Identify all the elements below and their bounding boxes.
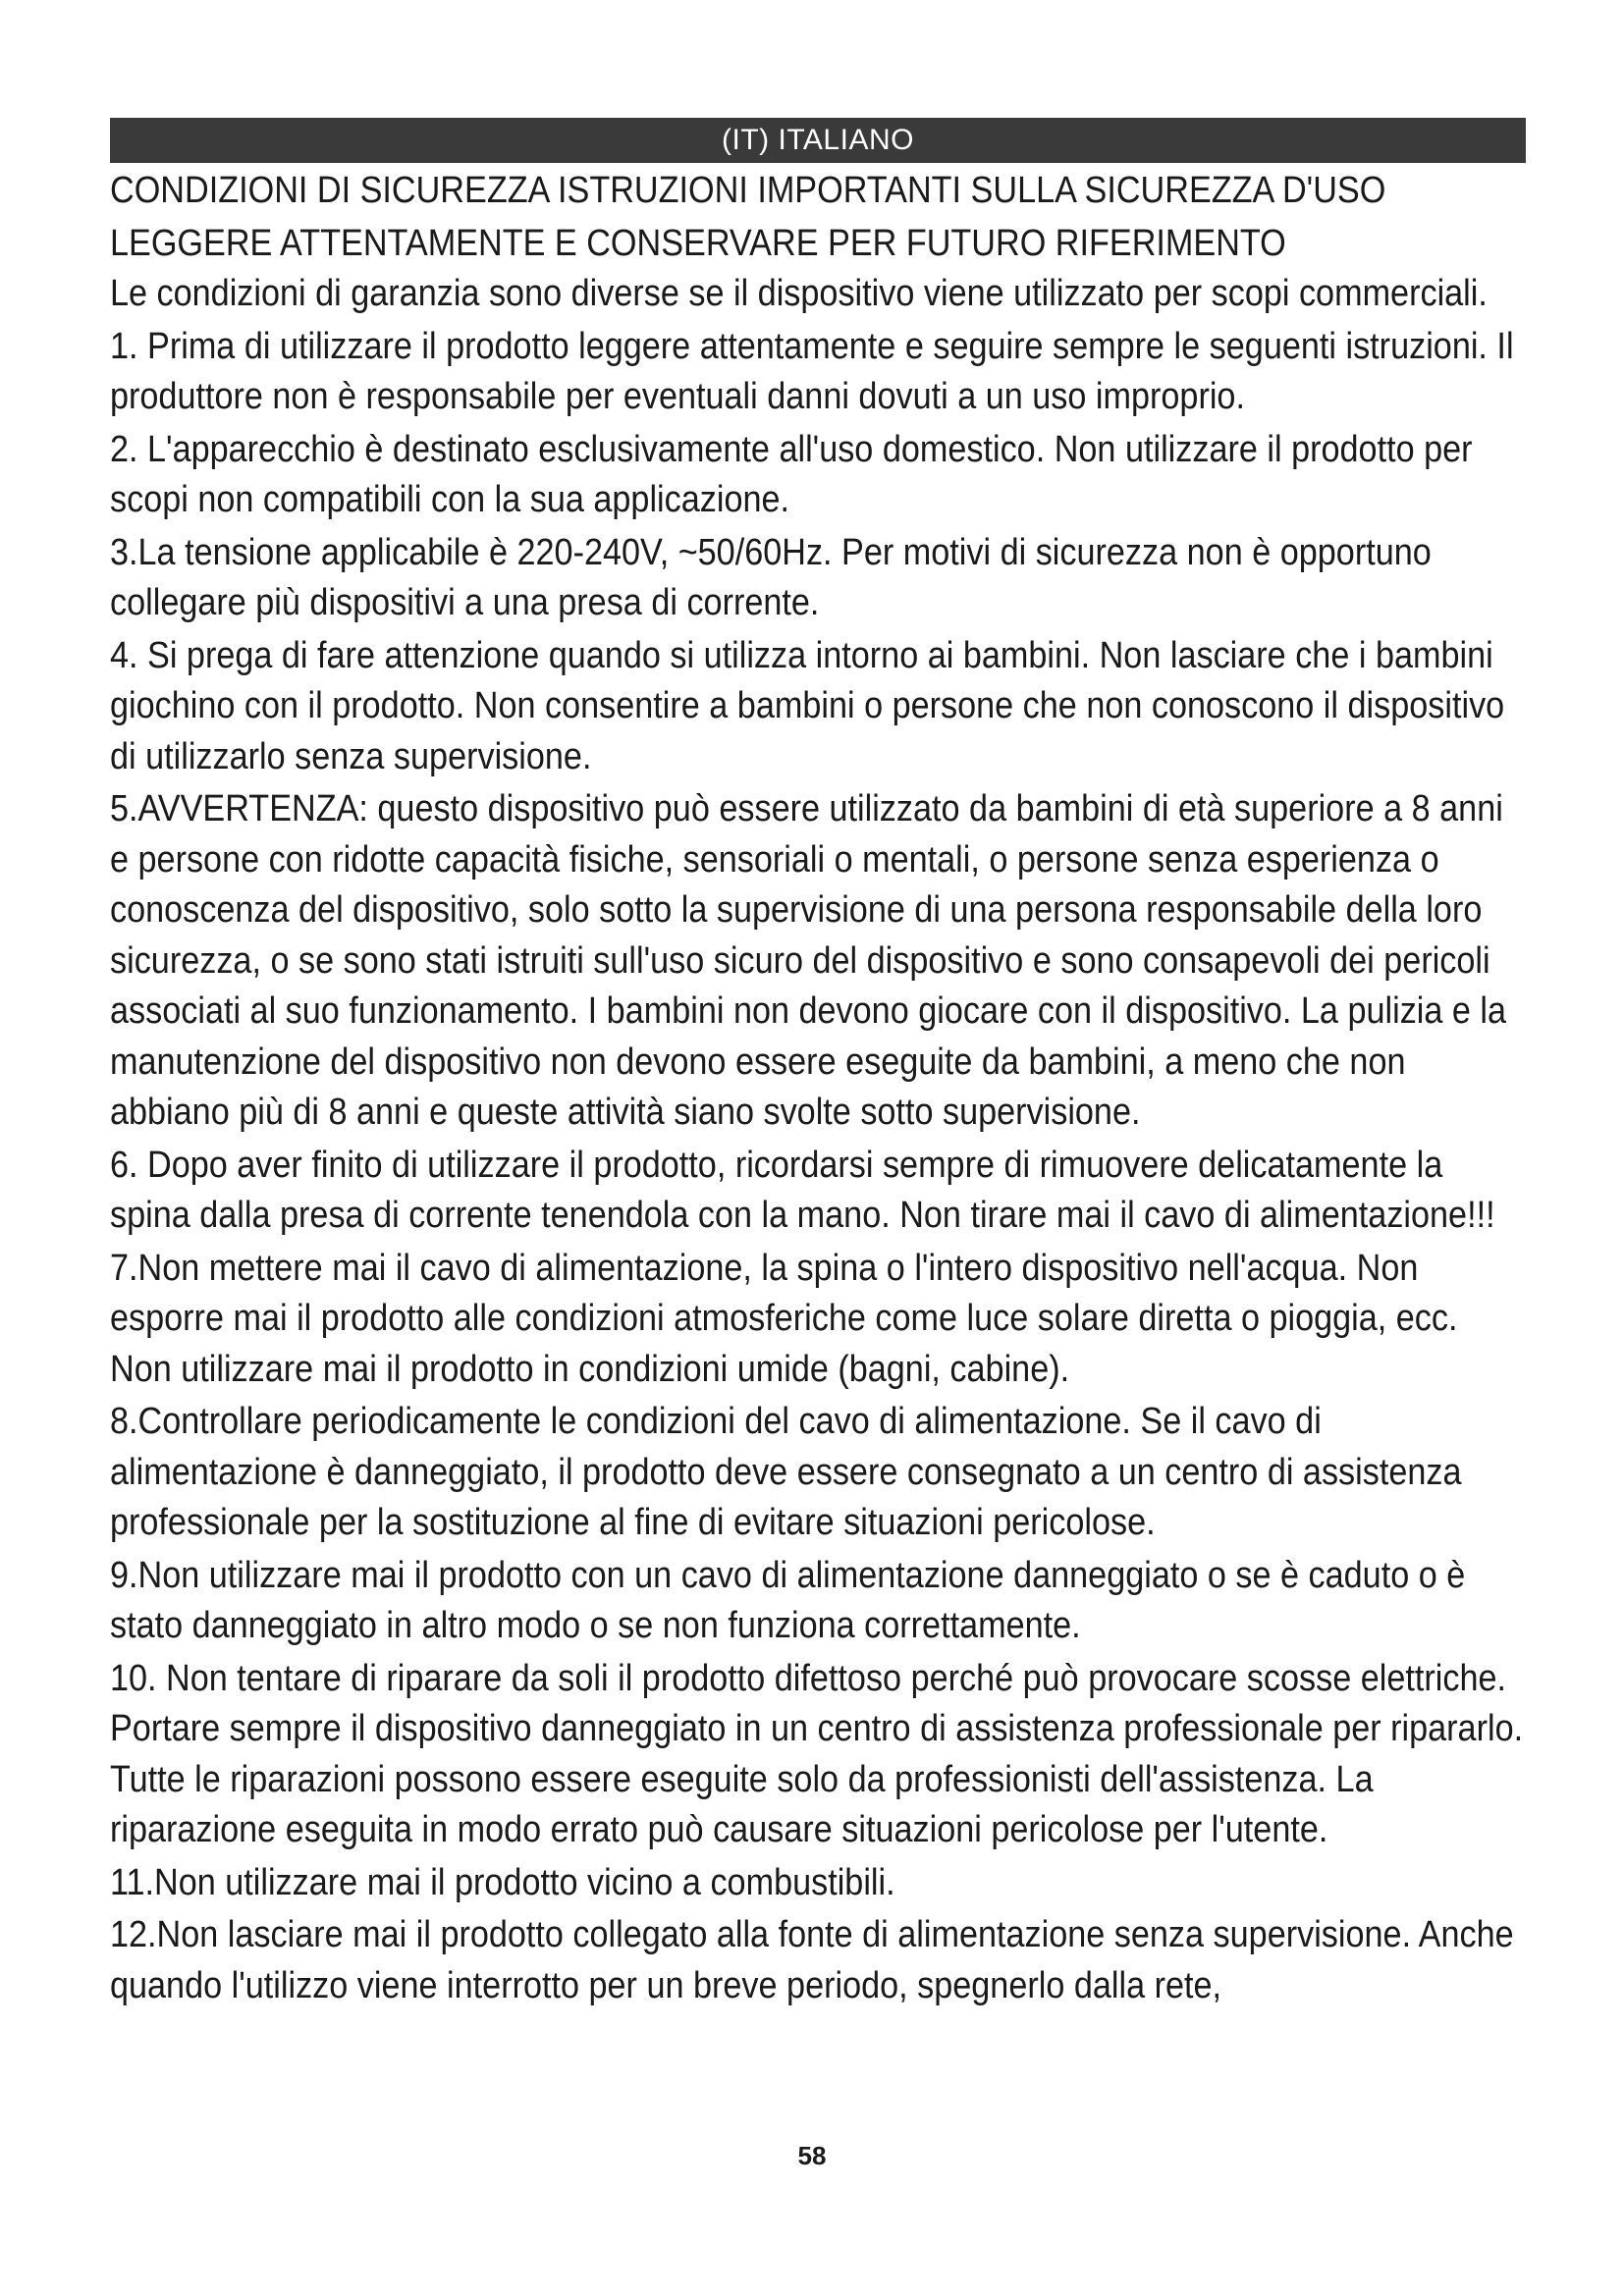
instruction-2: 2. L'apparecchio è destinato esclusivamente all'uso domestico. Non utilizzare il prodotto per scopi non compatibili con la sua applicazione. (110, 428, 1473, 520)
instruction-6: 6. Dopo aver finito di utilizzare il prodotto, ricordarsi sempre di rimuovere delicatamente la spina dalla presa di corrente tenendola con la mano. Non tirare mai il cavo di alimentazione!!! (110, 1144, 1495, 1236)
instructions-list (110, 269, 1526, 2011)
instruction-1: 1. Prima di utilizzare il prodotto leggere attentamente e seguire sempre le seguenti istruzioni. Il produttore non è responsabile per eventuali danni dovuti a un uso improprio. (110, 325, 1514, 417)
instruction-4: 4. Si prega di fare attenzione quando si utilizza intorno ai bambini. Non lasciare che i bambini giochino con il prodotto. Non consentire a bambini o persone che non conoscono il dispositivo di utilizzarlo senza supervisione. (110, 634, 1505, 777)
instruction-10: 10. Non tentare di riparare da soli il prodotto difettoso perché può provocare scosse elettriche. Portare sempre il dispositivo danneggiato in un centro di assistenza professionale per ripararlo. Tutte le riparazioni possono essere eseguite solo da professionisti dell'assistenza. La riparazione eseguita in modo errato può causare situazioni pericolose per l'utente. (110, 1657, 1524, 1850)
instruction-11: 11.Non utilizzare mai il prodotto vicino a combustibili. (110, 1861, 895, 1903)
instruction-12: 12.Non lasciare mai il prodotto collegato alla fonte di alimentazione senza supervisione. Anche quando l'utilizzo viene interrotto per un breve periodo, spegnerlo dalla rete, (110, 1914, 1514, 2006)
language-header-bar: (IT) ITALIANO (110, 118, 1526, 163)
manual-page (110, 118, 1526, 2013)
page-number: 58 (797, 2141, 827, 2170)
safety-title-line-2: LEGGERE ATTENTAMENTE E CONSERVARE PER FUTURO RIFERIMENTO (110, 223, 1286, 264)
instruction-7: 7.Non mettere mai il cavo di alimentazione, la spina o l'intero dispositivo nell'acqua. Non esporre mai il prodotto alle condizioni atmosferiche come luce solare diretta o pioggia, ecc. Non utilizzare mai il prodotto in condizioni umide (bagni, cabine). (110, 1247, 1458, 1390)
instruction-9: 9.Non utilizzare mai il prodotto con un cavo di alimentazione danneggiato o se è caduto o è stato danneggiato in altro modo o se non funziona correttamente. (110, 1554, 1466, 1646)
instruction-5-warning: 5.AVVERTENZA: questo dispositivo può essere utilizzato da bambini di età superiore a 8 anni e persone con ridotte capacità fisiche, sensoriali o mentali, o persone senza esperienza o conoscenza del dispositivo, solo sotto la supervisione di una persona responsabile della loro sicurezza, o se sono stati istruiti sull'uso sicuro del dispositivo e sono consapevoli dei pericoli associati al suo funzionamento. I bambini non devono giocare con il dispositivo. La pulizia e la manutenzione del dispositivo non devono essere eseguite da bambini, a meno che non abbiano più di 8 anni e queste attività siano svolte sotto supervisione. (110, 788, 1507, 1133)
instruction-3: 3.La tensione applicabile è 220-240V, ~50/60Hz. Per motivi di sicurezza non è opportuno collegare più dispositivi a una presa di corrente. (110, 531, 1432, 623)
warranty-note: Le condizioni di garanzia sono diverse se il dispositivo viene utilizzato per scopi commerciali. (110, 273, 1488, 314)
safety-title-line-1: CONDIZIONI DI SICUREZZA ISTRUZIONI IMPORTANTI SULLA SICUREZZA D'USO (110, 170, 1386, 211)
instruction-8: 8.Controllare periodicamente le condizioni del cavo di alimentazione. Se il cavo di alimentazione è danneggiato, il prodotto deve essere consegnato a un centro di assistenza professionale per la sostituzione al fine di evitare situazioni pericolose. (110, 1401, 1462, 1543)
